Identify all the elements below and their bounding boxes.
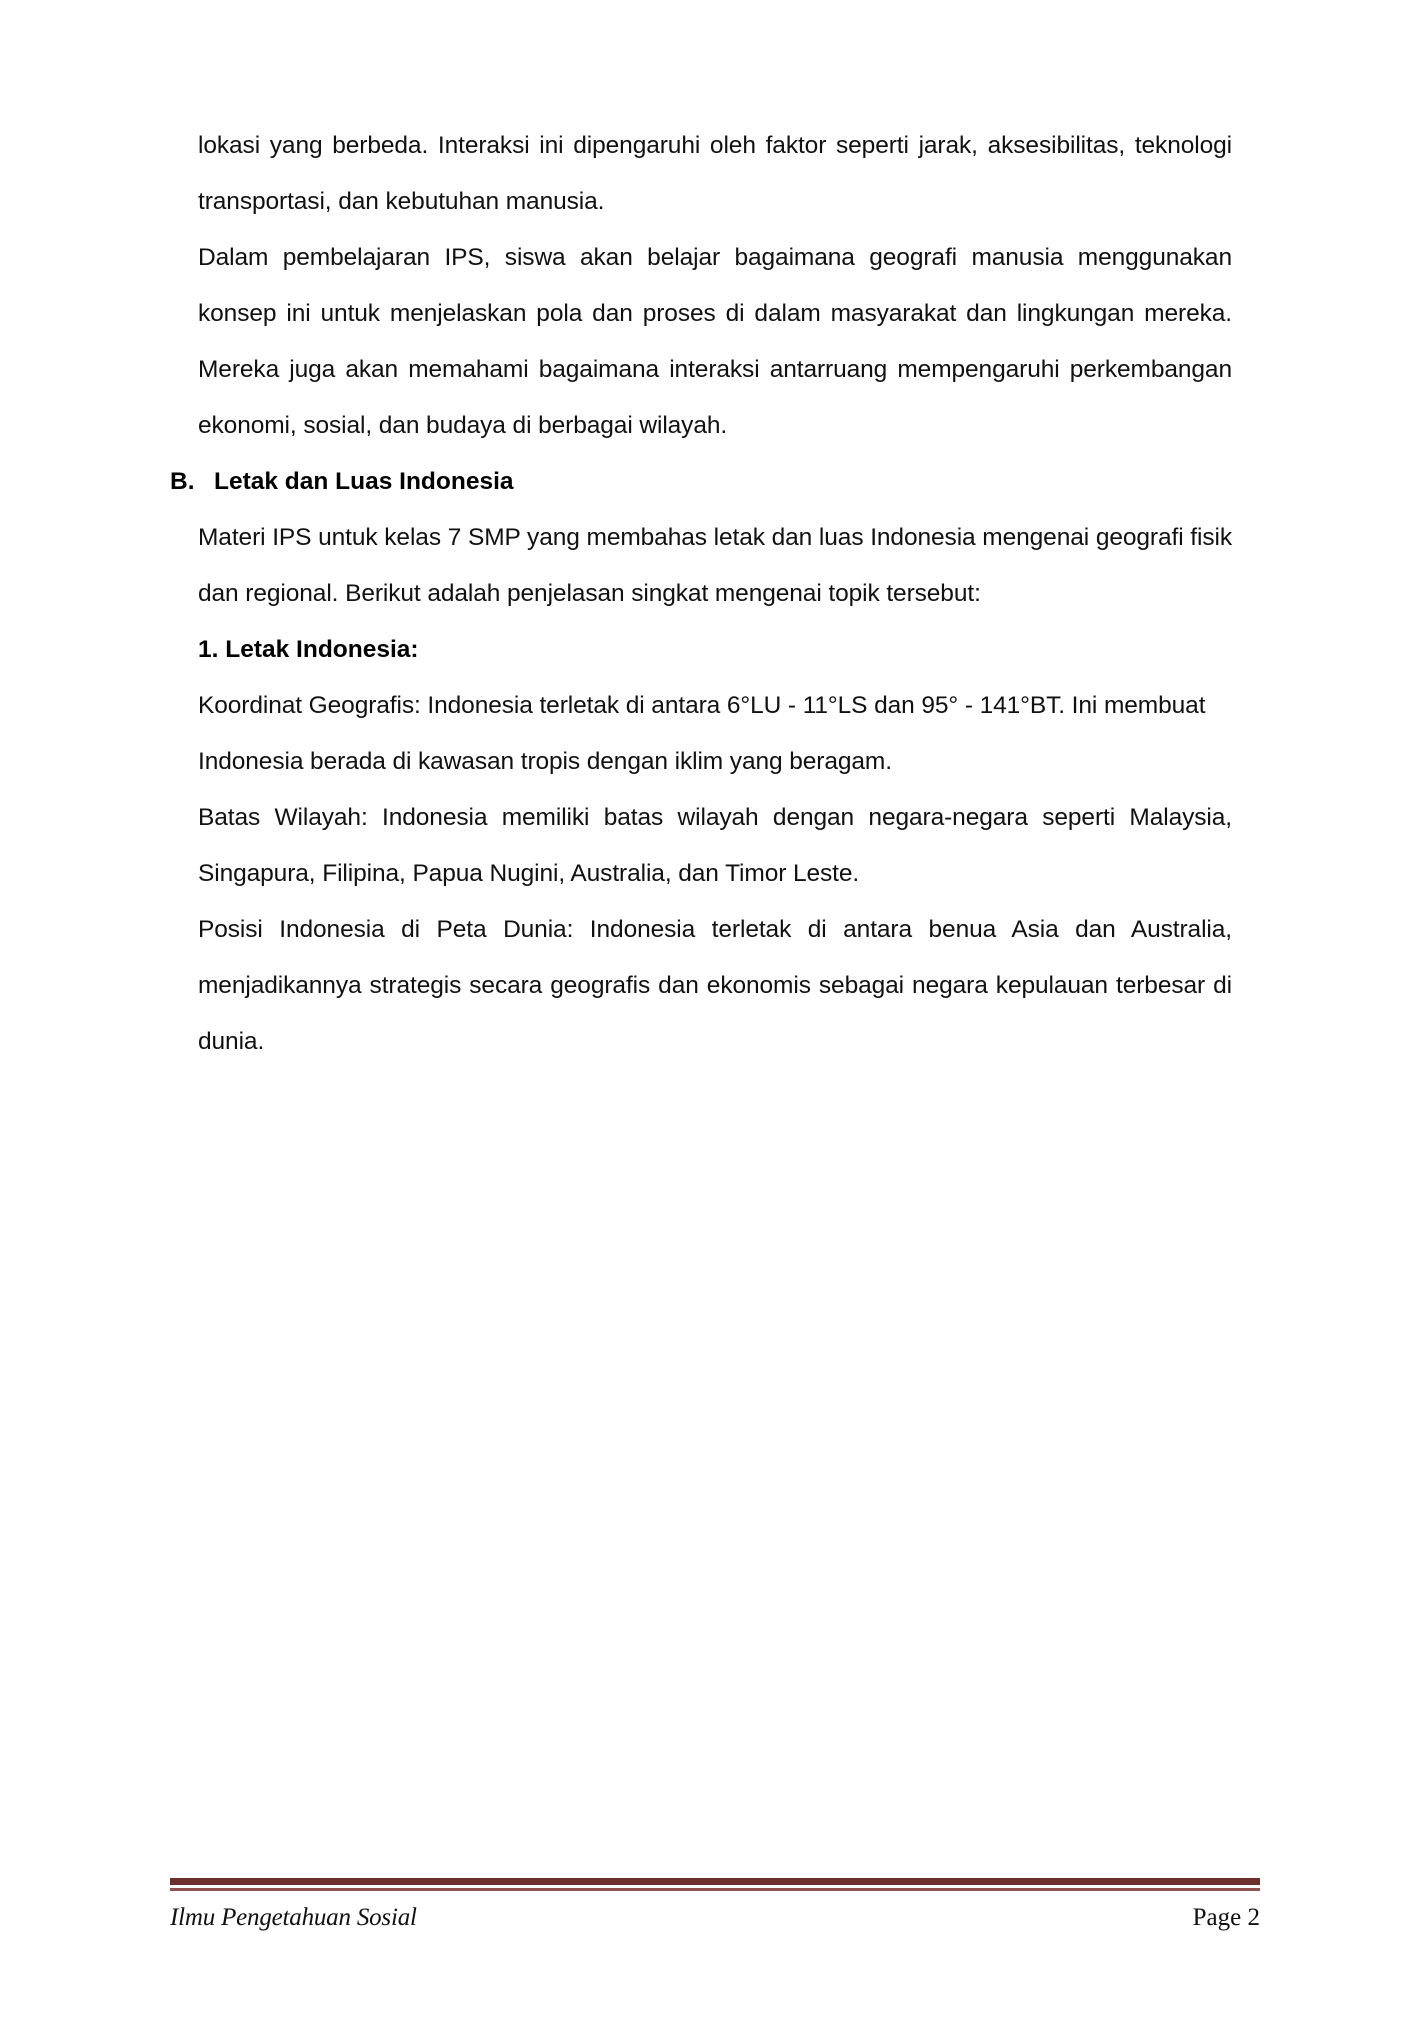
- paragraph-batas-wilayah: Batas Wilayah: Indonesia memiliki batas wilayah dengan negara-negara seperti Malaysia, Singapura, Filipina, Papua Nugini, Australia, dan Timor Leste.: [198, 804, 1232, 887]
- heading-section-b-label: Letak dan Luas Indonesia: [214, 468, 514, 495]
- paragraph-continuation-interaksi: lokasi yang berbeda. Interaksi ini dipengaruhi oleh faktor seperti jarak, aksesibilitas, teknologi transportasi, dan kebutuhan manusia.: [198, 132, 1232, 215]
- footer-document-title: Ilmu Pengetahuan Sosial: [170, 1904, 417, 1931]
- paragraph-posisi-indonesia: Posisi Indonesia di Peta Dunia: Indonesia terletak di antara benua Asia dan Australia, menjadikannya strategis secara geografis dan ekonomis sebagai negara kepulauan terbesar di dunia.: [198, 916, 1232, 1055]
- footer-rule-thick: [170, 1878, 1260, 1885]
- footer-page-number: Page 2: [1192, 1904, 1260, 1931]
- page-footer: [170, 1878, 1260, 1932]
- paragraph-koordinat-geografis: Koordinat Geografis: Indonesia terletak di antara 6°LU - 11°LS dan 95° - 141°BT. Ini membuat Indonesia berada di kawasan tropis dengan iklim yang beragam.: [198, 692, 1206, 775]
- paragraph-pembelajaran-ips: Dalam pembelajaran IPS, siswa akan belajar bagaimana geografi manusia menggunakan konsep ini untuk menjelaskan pola dan proses di dalam masyarakat dan lingkungan mereka. Mereka juga akan memahami bagaimana interaksi antarruang mempengaruhi perkembangan ekonomi, sosial, dan budaya di berbagai wilayah.: [198, 244, 1232, 439]
- footer-rule-thin: [170, 1888, 1260, 1891]
- heading-subsection-1: 1. Letak Indonesia:: [198, 636, 419, 663]
- paragraph-materi-ips: Materi IPS untuk kelas 7 SMP yang membahas letak dan luas Indonesia mengenai geografi fisik dan regional. Berikut adalah penjelasan singkat mengenai topik tersebut:: [198, 524, 1232, 607]
- footer-content-row: [170, 1904, 1260, 1932]
- heading-section-b: [170, 454, 1232, 510]
- heading-section-b-marker: B.: [170, 468, 195, 495]
- document-body: [170, 118, 1232, 1070]
